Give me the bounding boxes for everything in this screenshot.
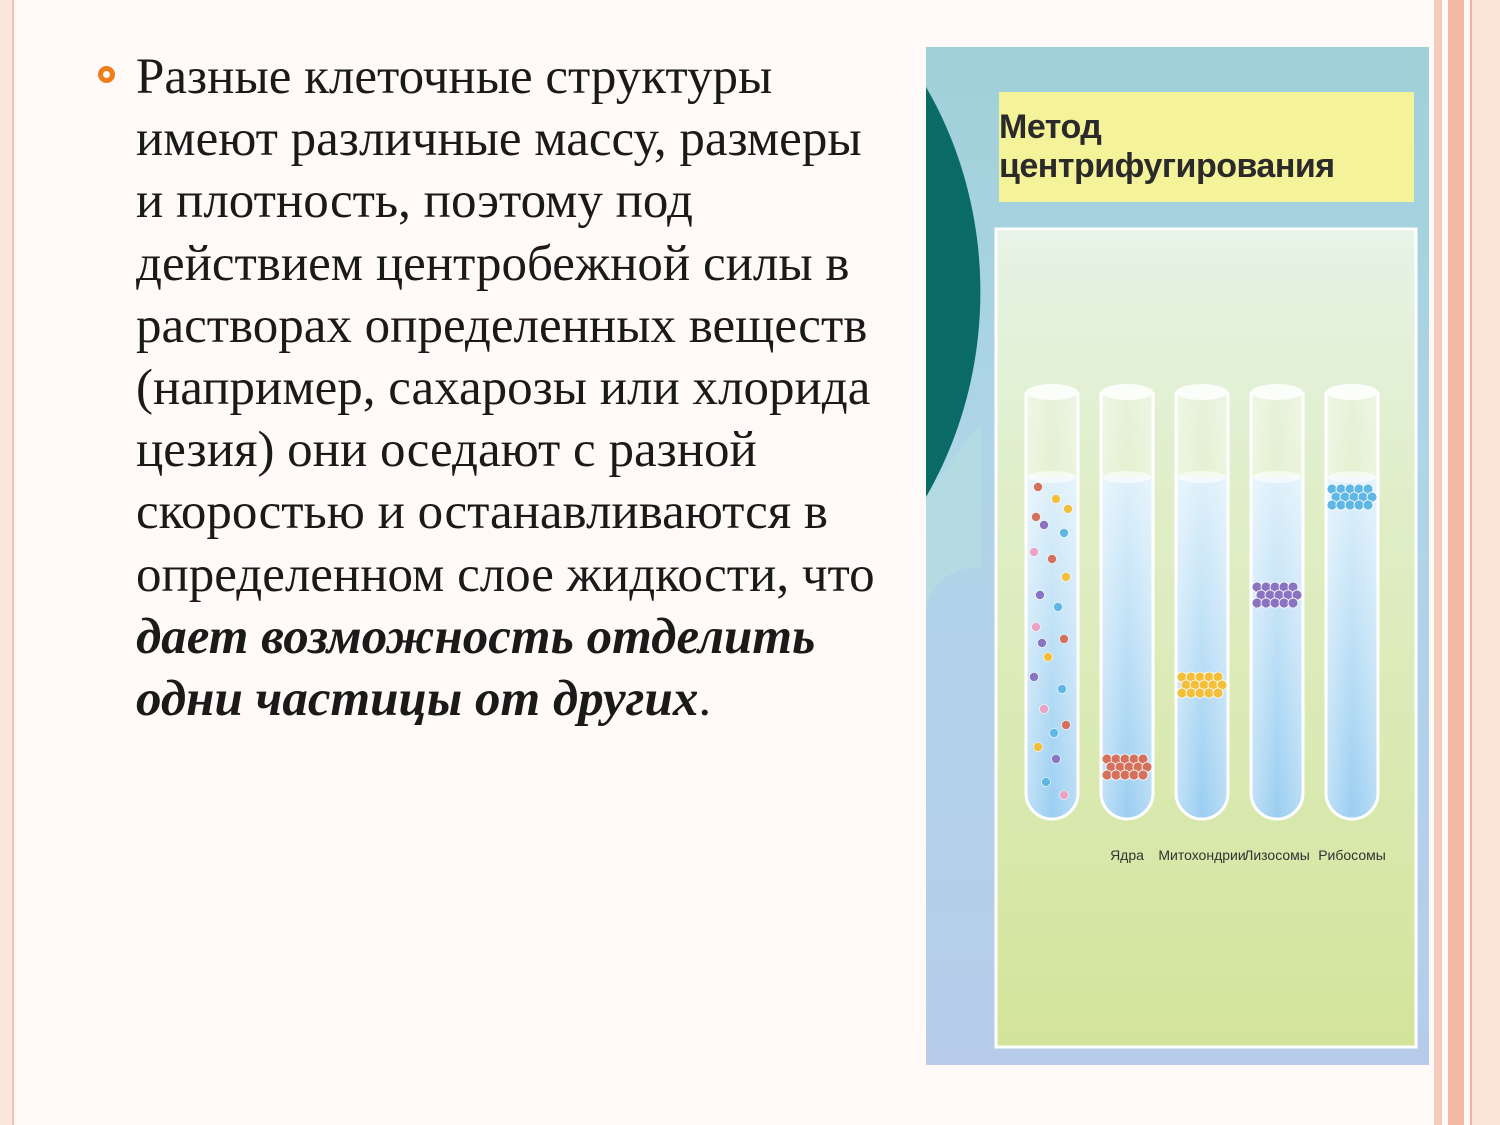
figure-title: Метод центрифугирования <box>999 92 1414 202</box>
body-text-plain: Разные клеточные структуры имеют различные массу, размеры и плотность, поэтому под действием центробежной силы в растворах определенных веществ (например, сахарозы или хлорида цезия) они оседают с разной скоростью и останавливаются в определенном слое жидкости, что <box>136 49 875 603</box>
ribosomes-band <box>1327 484 1377 510</box>
slide-border-left <box>0 0 14 1125</box>
tube-labels <box>926 847 1429 877</box>
tube-label-nuclei: Ядра <box>1110 847 1144 863</box>
tube-label-mitochondria: Митохондрии <box>1158 847 1246 863</box>
nuclei-band <box>1102 754 1152 780</box>
centrifugation-figure <box>926 47 1429 1065</box>
lysosomes-band <box>1252 582 1302 608</box>
test-tubes-group <box>1026 384 1378 819</box>
body-text-end: . <box>698 671 712 728</box>
tube-nuclei <box>1101 384 1153 819</box>
slide-border-right-edge <box>1470 0 1500 1125</box>
tube-ribosomes <box>1326 384 1378 819</box>
mitochondria-band <box>1177 672 1227 698</box>
bullet-icon <box>98 66 115 83</box>
body-paragraph <box>136 46 896 730</box>
tube-mitochondria <box>1176 384 1228 819</box>
slide-border-right-band <box>1448 0 1464 1125</box>
tube-label-ribosomes: Рибосомы <box>1318 847 1386 863</box>
tube-label-lysosomes: Лизосомы <box>1244 847 1310 863</box>
tube-mixed <box>1026 384 1078 819</box>
body-text-emphasis: дает возможность отделить одни частицы от других <box>136 608 816 728</box>
slide-border-right <box>1434 0 1442 1125</box>
